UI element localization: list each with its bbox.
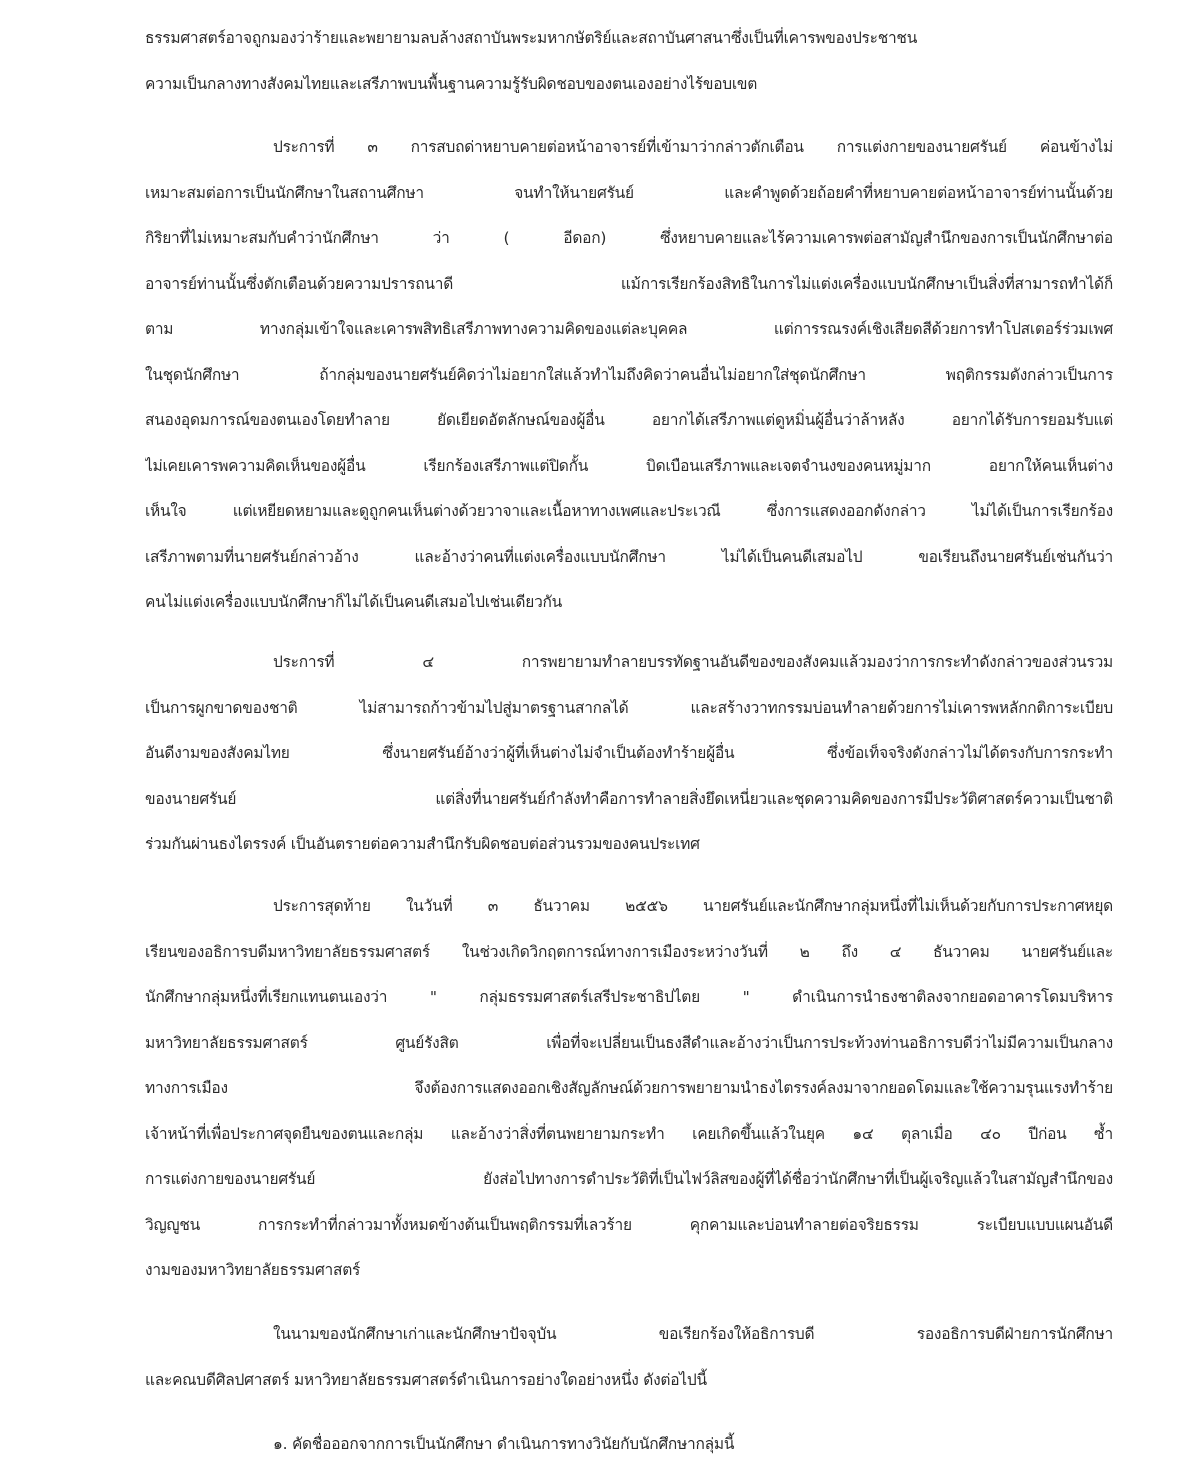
paragraph-point-3 xyxy=(145,125,1113,626)
paragraph-final-point xyxy=(145,884,1113,1294)
numbered-list xyxy=(145,1422,1113,1468)
paragraph-line: อาจารย์ท่านนั้นซึ่งตักเตือนด้วยความปรารถนาดี แม้การเรียกร้องสิทธิในการไม่แต่งเครื่องแบบนักศึกษาเป็นสิ่งที่สามารถทำได้ก็ xyxy=(145,274,1113,293)
paragraph-line: และคณบดีศิลปศาสตร์ มหาวิทยาลัยธรรมศาสตร์ดำเนินการอย่างใดอย่างหนึ่ง ดังต่อไปนี้ xyxy=(145,1370,707,1389)
paragraph-line: ตาม ทางกลุ่มเข้าใจและเคารพสิทธิเสรีภาพทางความคิดของแต่ละบุคคล แต่การรณรงค์เชิงเสียดสีด้วยการทำโปสเตอร์ร่วมเพศ xyxy=(145,320,1113,338)
paragraph-line: เป็นการผูกขาดของชาติ ไม่สามารถก้าวข้ามไปสู่มาตรฐานสากลได้ และสร้างวาทกรรมบ่อนทำลายด้วยการไม่เคารพหลักกติการะเบียบ xyxy=(145,698,1113,717)
paragraph-line: ของนายศรันย์ แต่สิ่งที่นายศรันย์กำลังทำคือการทำลายสิ่งยึดเหนี่ยวและชุดความคิดของการมีประวัติศาสตร์ความเป็นชาติ xyxy=(145,789,1113,808)
paragraph-line: เรียนของอธิการบดีมหาวิทยาลัยธรรมศาสตร์ ในช่วงเกิดวิกฤตการณ์ทางการเมืองระหว่างวันที่ ๒ ถึง ๔ ธันวาคม นายศรันย์และ xyxy=(145,942,1113,961)
paragraph-line: ประการสุดท้าย ในวันที่ ๓ ธันวาคม ๒๕๕๖ นายศรันย์และนักศึกษากลุ่มหนึ่งที่ไม่เห็นด้วยกับการประกาศหยุด xyxy=(273,897,1113,915)
paragraph-demand xyxy=(145,1312,1113,1403)
paragraph-continuation xyxy=(145,16,1113,107)
paragraph-line: ทางการเมือง จึงต้องการแสดงออกเชิงสัญลักษณ์ด้วยการพยายามนำธงไตรรงค์ลงมาจากยอดโดมและใช้ความรุนแรงทำร้าย xyxy=(145,1079,1113,1097)
paragraph-line: คนไม่แต่งเครื่องแบบนักศึกษาก็ไม่ได้เป็นคนดีเสมอไปเช่นเดียวกัน xyxy=(145,593,562,611)
paragraph-line: ร่วมกันผ่านธงไตรรงค์ เป็นอันตรายต่อความสำนึกรับผิดชอบต่อส่วนรวมของคนประเทศ xyxy=(145,835,700,853)
paragraph-point-4 xyxy=(145,640,1113,868)
paragraph-line: สนองอุดมการณ์ของตนเองโดยทำลาย ยัดเยียดอัตลักษณ์ของผู้อื่น อยากได้เสรีภาพแต่ดูหมิ่นผู้อื่นว่าล้าหลัง อยากได้รับการยอมรับแต่ xyxy=(145,411,1113,429)
paragraph-line: เจ้าหน้าที่เพื่อประกาศจุดยืนของตนและกลุ่ม และอ้างว่าสิ่งที่ตนพยายามกระทำ เคยเกิดขึ้นแล้วในยุค ๑๔ ตุลาเมื่อ ๔๐ ปีก่อน ซ้ำ xyxy=(145,1124,1113,1143)
paragraph-line: ความเป็นกลางทางสังคมไทยและเสรีภาพบนพื้นฐานความรู้รับผิดชอบของตนเองอย่างไร้ขอบเขต xyxy=(145,74,758,93)
paragraph-line: เหมาะสมต่อการเป็นนักศึกษาในสถานศึกษา จนทำให้นายศรันย์ และคำพูดด้วยถ้อยคำที่หยาบคายต่อหน้าอาจารย์ท่านนั้นด้วย xyxy=(145,183,1113,202)
paragraph-line: ธรรมศาสตร์อาจถูกมองว่าร้ายและพยายามลบล้างสถาบันพระมหากษัตริย์และสถาบันศาสนาซึ่งเป็นที่เคารพของประชาชน xyxy=(145,29,918,47)
paragraph-line: เสรีภาพตามที่นายศรันย์กล่าวอ้าง และอ้างว่าคนที่แต่งเครื่องแบบนักศึกษา ไม่ได้เป็นคนดีเสมอไป ขอเรียนถึงนายศรันย์เช่นกันว่า xyxy=(145,547,1113,566)
paragraph-line: การแต่งกายของนายศรันย์ ยังส่อไปทางการดำประวัติที่เป็นไฟว์ลิสของผู้ที่ได้ชื่อว่านักศึกษาที่เป็นผู้เจริญแล้วในสามัญสำนึกของ xyxy=(145,1170,1113,1188)
list-item: ๑. คัดชื่อออกจากการเป็นนักศึกษา ดำเนินการทางวินัยกับนักศึกษากลุ่มนี้ xyxy=(273,1435,735,1453)
paragraph-line: มหาวิทยาลัยธรรมศาสตร์ ศูนย์รังสิต เพื่อที่จะเปลี่ยนเป็นธงสีดำและอ้างว่าเป็นการประท้วงท่านอธิการบดีว่าไม่มีความเป็นกลาง xyxy=(145,1033,1113,1052)
paragraph-line: ไม่เคยเคารพความคิดเห็นของผู้อื่น เรียกร้องเสรีภาพแต่ปิดกั้น บิดเบือนเสรีภาพและเจตจำนงของคนหมู่มาก อยากให้คนเห็นต่าง xyxy=(145,456,1113,475)
paragraph-line: วิญญูชน การกระทำที่กล่าวมาทั้งหมดข้างต้นเป็นพฤติกรรมที่เลวร้าย คุกคามและบ่อนทำลายต่อจริยธรรม ระเบียบแบบแผนอันดี xyxy=(145,1215,1113,1234)
paragraph-line: กิริยาที่ไม่เหมาะสมกับคำว่านักศึกษา ว่า ( อีดอก) ซึ่งหยาบคายและไร้ความเคารพต่อสามัญสำนึกของการเป็นนักศึกษาต่อ xyxy=(145,229,1113,247)
paragraph-line: ในนามของนักศึกษาเก่าและนักศึกษาปัจจุบัน ขอเรียกร้องให้อธิการบดี รองอธิการบดีฝ่ายการนักศึกษา xyxy=(273,1325,1113,1343)
paragraph-line: อันดีงามของสังคมไทย ซึ่งนายศรันย์อ้างว่าผู้ที่เห็นต่างไม่จำเป็นต้องทำร้ายผู้อื่น ซึ่งข้อเท็จจริงดังกล่าวไม่ได้ตรงกับการกระทำ xyxy=(145,744,1113,762)
paragraph-line: นักศึกษากลุ่มหนึ่งที่เรียกแทนตนเองว่า " กลุ่มธรรมศาสตร์เสรีประชาธิปไตย " ดำเนินการนำธงชาติลงจากยอดอาคารโดมบริหาร xyxy=(145,988,1113,1006)
paragraph-line: ในชุดนักศึกษา ถ้ากลุ่มของนายศรันย์คิดว่าไม่อยากใส่แล้วทำไมถึงคิดว่าคนอื่นไม่อยากใส่ชุดนักศึกษา พฤติกรรมดังกล่าวเป็นการ xyxy=(145,365,1113,384)
paragraph-line: ประการที่ ๔ การพยายามทำลายบรรทัดฐานอันดีของของสังคมแล้วมองว่าการกระทำดังกล่าวของส่วนรวม xyxy=(273,653,1113,671)
paragraph-line: งามของมหาวิทยาลัยธรรมศาสตร์ xyxy=(145,1261,361,1279)
paragraph-line: เห็นใจ แต่เหยียดหยามและดูถูกคนเห็นต่างด้วยวาจาและเนื้อหาทางเพศและประเวณี ซึ่งการแสดงออกดังกล่าว ไม่ได้เป็นการเรียกร้อง xyxy=(145,502,1113,520)
paragraph-line: ประการที่ ๓ การสบถด่าหยาบคายต่อหน้าอาจารย์ที่เข้ามาว่ากล่าวตักเตือน การแต่งกายของนายศรันย์ ค่อนข้างไม่ xyxy=(273,138,1113,156)
